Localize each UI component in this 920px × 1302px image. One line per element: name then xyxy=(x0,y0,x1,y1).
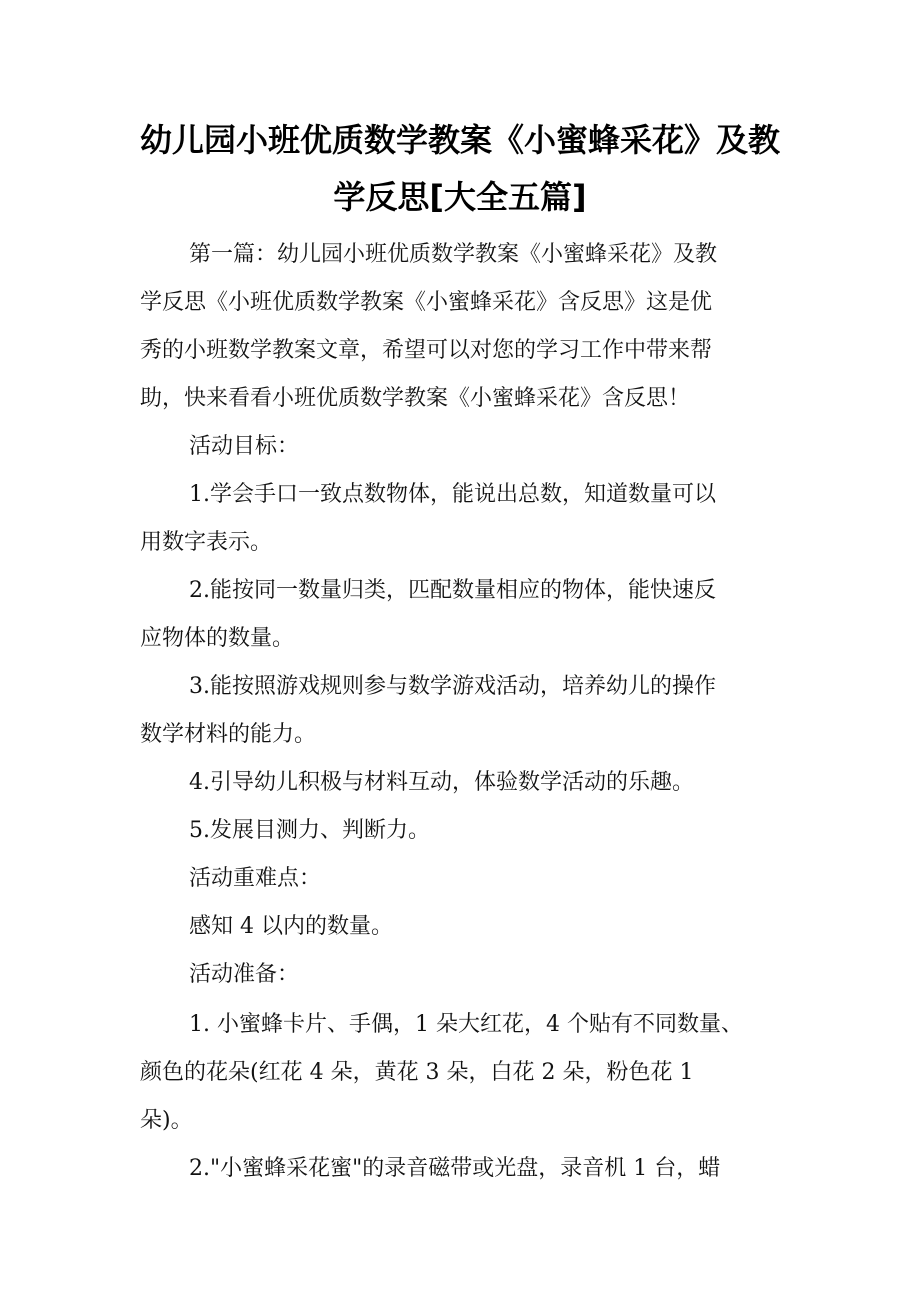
objective-2-line-1: 2.能按同一数量归类，匹配数量相应的物体，能快速反 xyxy=(189,578,716,603)
objective-3-line-2: 数学材料的能力。 xyxy=(140,722,317,747)
section-heading-key-points: 活动重难点： xyxy=(189,866,322,891)
intro-paragraph-line-1: 第一篇：幼儿园小班优质数学教案《小蜜蜂采花》及教 xyxy=(189,242,718,267)
section-heading-preparation: 活动准备： xyxy=(189,962,300,987)
objective-5: 5.发展目测力、判断力。 xyxy=(189,818,430,843)
preparation-1-line-3: 朵)。 xyxy=(140,1108,193,1133)
objective-2-line-2: 应物体的数量。 xyxy=(140,626,295,651)
preparation-2-line-1: 2."小蜜蜂采花蜜"的录音磁带或光盘，录音机 1 台，蜡 xyxy=(189,1156,721,1181)
objective-3-line-1: 3.能按照游戏规则参与数学游戏活动，培养幼儿的操作 xyxy=(189,674,716,699)
preparation-1-line-1: 1. 小蜜蜂卡片、手偶，1 朵大红花，4 个贴有不同数量、 xyxy=(189,1012,743,1037)
objective-1-line-1: 1.学会手口一致点数物体，能说出总数，知道数量可以 xyxy=(189,482,716,507)
section-heading-objectives: 活动目标： xyxy=(189,434,300,459)
objective-4: 4.引导幼儿积极与材料互动，体验数学活动的乐趣。 xyxy=(189,770,694,795)
intro-paragraph-line-2: 学反思《小班优质数学教案《小蜜蜂采花》含反思》这是优 xyxy=(140,290,713,315)
document-title-line-2: 学反思[大全五篇] xyxy=(333,178,587,216)
key-point-text: 感知 4 以内的数量。 xyxy=(189,914,393,939)
document-title-line-1: 幼儿园小班优质数学教案《小蜜蜂采花》及教 xyxy=(139,121,780,159)
intro-paragraph-line-3: 秀的小班数学教案文章，希望可以对您的学习工作中带来帮 xyxy=(140,338,713,363)
objective-1-line-2: 用数字表示。 xyxy=(140,530,273,555)
intro-paragraph-line-4: 助，快来看看小班优质数学教案《小蜜蜂采花》含反思！ xyxy=(140,386,691,411)
preparation-1-line-2: 颜色的花朵(红花 4 朵，黄花 3 朵，白花 2 朵，粉色花 1 xyxy=(140,1060,694,1085)
